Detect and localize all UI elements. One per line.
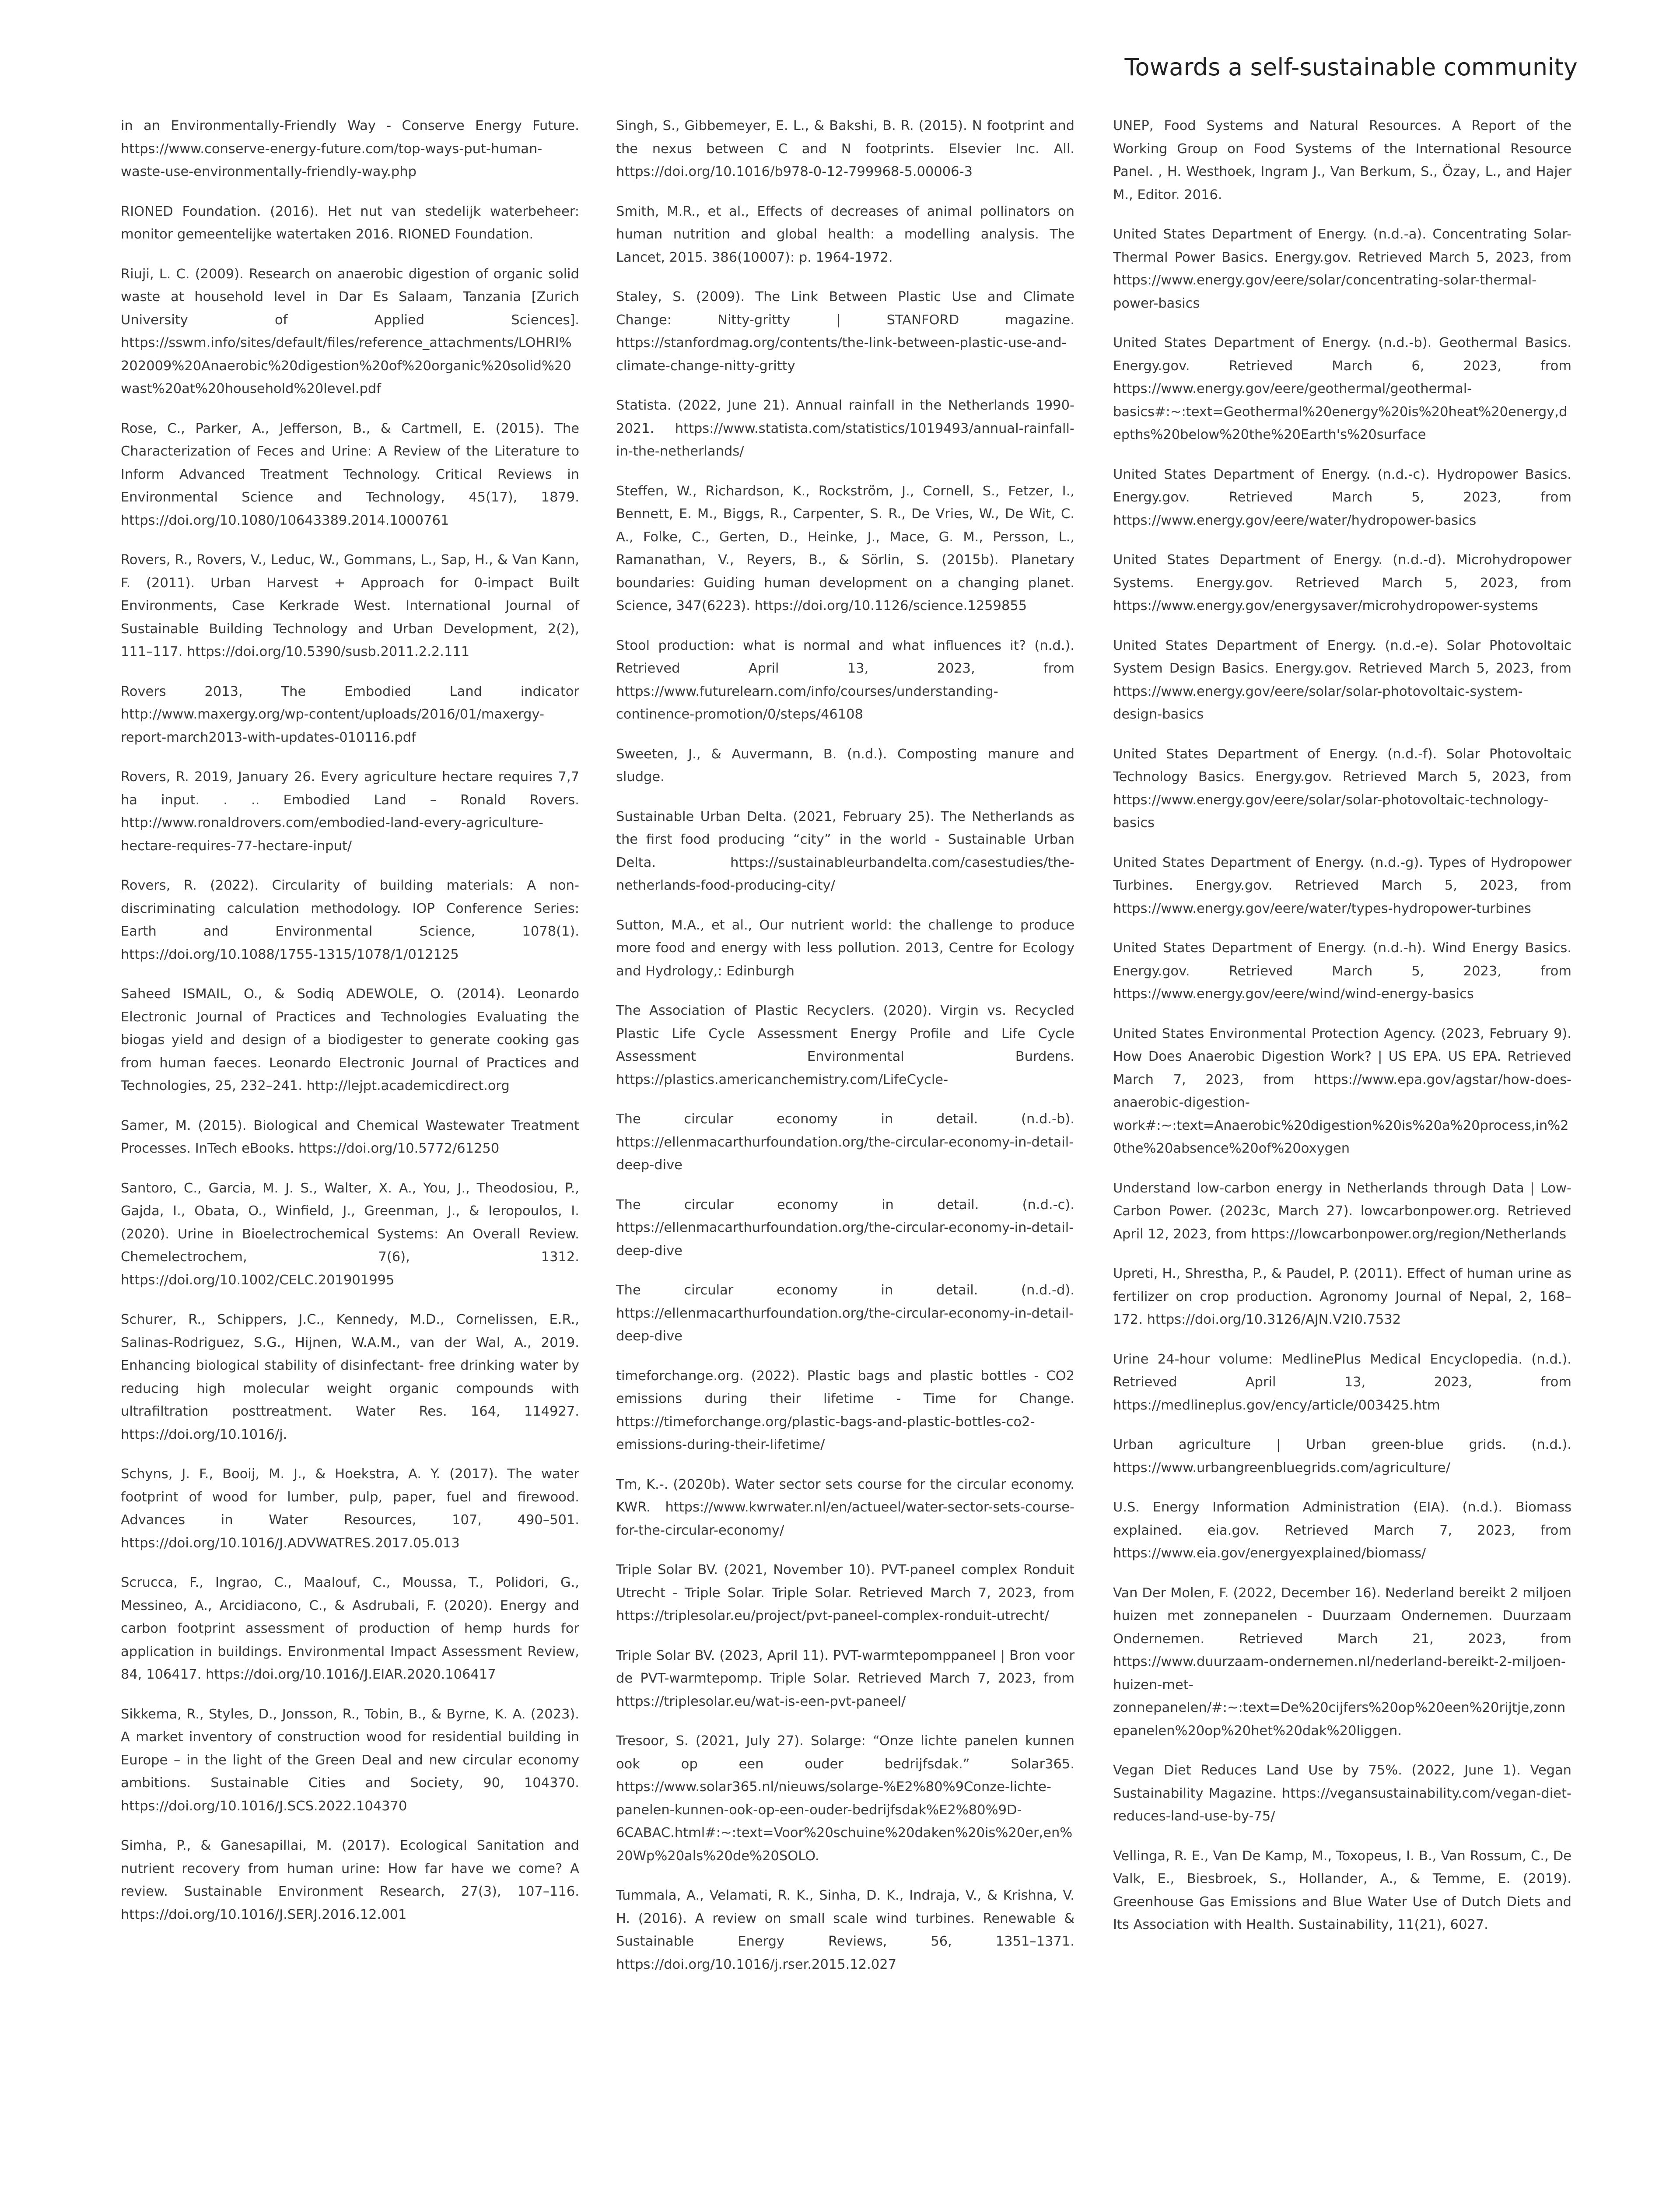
reference-entry: Schyns, J. F., Booij, M. J., & Hoekstra, A. Y. (2017). The water footprint of wood for lumber, pulp, paper, fuel and firewood. Advances in Water Resources, 107, 490–501. https://doi.org/10.1016/J.ADVWATRES.2017.05.013 [121, 1466, 579, 1551]
reference-entry: Upreti, H., Shrestha, P., & Paudel, P. (2011). Effect of human urine as fertilizer on crop production. Agronomy Journal of Nepal, 2, 168–172. https://doi.org/10.3126/AJN.V2I0.7532 [1113, 1266, 1572, 1327]
reference-entry: Saheed ISMAIL, O., & Sodiq ADEWOLE, O. (2014). Leonardo Electronic Journal of Practices and Technologies Evaluating the biogas yield and design of a biodigester to generate cooking gas from human faeces. Leonardo Electronic Journal of Practices and Technologies, 25, 232–241. http://lejpt.academicdirect.org [121, 986, 579, 1094]
reference-entry: Rovers, R. (2022). Circularity of building materials: A non-discriminating calculation methodology. IOP Conference Series: Earth and Environmental Science, 1078(1). https://doi.org/10.1088/1755-1315/1078/1/012125 [121, 878, 579, 962]
reference-entry: Sutton, M.A., et al., Our nutrient world: the challenge to produce more food and energy with less pollution. 2013, Centre for Ecology and Hydrology,: Edinburgh [616, 917, 1074, 979]
reference-entry: The circular economy in detail. (n.d.-c). https://ellenmacarthurfoundation.org/the-circular-economy-in-detail-deep-dive [616, 1197, 1074, 1259]
reference-entry: UNEP, Food Systems and Natural Resources. A Report of the Working Group on Food Systems of the International Resource Panel. , H. Westhoek, Ingram J., Van Berkum, S., Özay, L., and Hajer M., Editor. 2016. [1113, 118, 1572, 203]
reference-entry: The Association of Plastic Recyclers. (2020). Virgin vs. Recycled Plastic Life Cycle Assessment Energy Profile and Life Cycle Assessment Environmental Burdens. https://plastics.americanchemistry.com/LifeCycle- [616, 1003, 1074, 1087]
reference-entry: Steffen, W., Richardson, K., Rockström, J., Cornell, S., Fetzer, I., Bennett, E. M., Biggs, R., Carpenter, S. R., De Vries, W., De Wit, C. A., Folke, C., Gerten, D., Heinke, J., Mace, G. M., Persson, L., Ramanathan, V., Reyers, B., & Sörlin, S. (2015b). Planetary boundaries: Guiding human development on a changing planet. Science, 347(6223). https://doi.org/10.1126/science.1259855 [616, 483, 1074, 614]
reference-entry: Rose, C., Parker, A., Jefferson, B., & Cartmell, E. (2015). The Characterization of Feces and Urine: A Review of the Literature to Inform Advanced Treatment Technology. Critical Reviews in Environmental Science and Technology, 45(17), 1879. https://doi.org/10.1080/10643389.2014.1000761 [121, 421, 579, 528]
reference-entry: Rovers 2013, The Embodied Land indicator http://www.maxergy.org/wp-content/uploads/2016/01/maxergy-report-march2013-with-updates-010116.pdf [121, 684, 579, 745]
reference-entry: United States Department of Energy. (n.d.-e). Solar Photovoltaic System Design Basics. Energy.gov. Retrieved March 5, 2023, from https://www.energy.gov/eere/solar/solar-photovoltaic-system-design-basics [1113, 638, 1572, 722]
reference-entry: United States Department of Energy. (n.d.-d). Microhydropower Systems. Energy.gov. Retrieved March 5, 2023, from https://www.energy.gov/energysaver/microhydropower-systems [1113, 552, 1572, 614]
reference-entry: Sikkema, R., Styles, D., Jonsson, R., Tobin, B., & Byrne, K. A. (2023). A market inventory of construction wood for residential building in Europe – in the light of the Green Deal and new circular economy ambitions. Sustainable Cities and Society, 90, 104370. https://doi.org/10.1016/J.SCS.2022.104370 [121, 1706, 579, 1814]
reference-entry: RIONED Foundation. (2016). Het nut van stedelijk waterbeheer: monitor gemeentelijke watertaken 2016. RIONED Foundation. [121, 203, 579, 242]
reference-entry: Santoro, C., Garcia, M. J. S., Walter, X. A., You, J., Theodosiou, P., Gajda, I., Obata, O., Winfield, J., Greenman, J., & Ieropoulos, I. (2020). Urine in Bioelectrochemical Systems: An Overall Review. Chemelectrochem, 7(6), 1312. https://doi.org/10.1002/CELC.201901995 [121, 1180, 579, 1288]
reference-column-3 [1113, 115, 1572, 1953]
reference-entry: Vellinga, R. E., Van De Kamp, M., Toxopeus, I. B., Van Rossum, C., De Valk, E., Biesbroek, S., Hollander, A., & Temme, E. (2019). Greenhouse Gas Emissions and Blue Water Use of Dutch Diets and Its Association with Health. Sustainability, 11(21), 6027. [1113, 1848, 1572, 1932]
reference-entry: United States Department of Energy. (n.d.-c). Hydropower Basics. Energy.gov. Retrieved March 5, 2023, from https://www.energy.gov/eere/water/hydropower-basics [1113, 466, 1572, 528]
reference-entry: United States Department of Energy. (n.d.-a). Concentrating Solar-Thermal Power Basics. Energy.gov. Retrieved March 5, 2023, from https://www.energy.gov/eere/solar/concentrating-solar-thermal-power-basics [1113, 227, 1572, 311]
reference-entry: United States Department of Energy. (n.d.-b). Geothermal Basics. Energy.gov. Retrieved March 6, 2023, from https://www.energy.gov/eere/geothermal/geothermal-basics#:~:text=Geothermal%20energy%20is%20heat%20energy,depths%20below%20the%20Earth's%20surface [1113, 335, 1572, 442]
reference-entry: Stool production: what is normal and what influences it? (n.d.). Retrieved April 13, 2023, from https://www.futurelearn.com/info/courses/understanding-continence-promotion/0/steps/46108 [616, 638, 1074, 722]
reference-entry: Samer, M. (2015). Biological and Chemical Wastewater Treatment Processes. InTech eBooks. https://doi.org/10.5772/61250 [121, 1118, 579, 1156]
reference-entry: Singh, S., Gibbemeyer, E. L., & Bakshi, B. R. (2015). N footprint and the nexus between C and N footprints. Elsevier Inc. All. https://doi.org/10.1016/b978-0-12-799968-5.00006-3 [616, 118, 1074, 179]
reference-column-1 [121, 115, 579, 1943]
reference-entry: United States Environmental Protection Agency. (2023, February 9). How Does Anaerobic Digestion Work? | US EPA. US EPA. Retrieved March 7, 2023, from https://www.epa.gov/agstar/how-does-anaerobic-digestion-work#:~:text=Anaerobic%20digestion%20is%20a%20process,in%20the%20absence%20of%20oxygen [1113, 1026, 1572, 1156]
reference-entry: Riuji, L. C. (2009). Research on anaerobic digestion of organic solid waste at household level in Dar Es Salaam, Tanzania [Zurich University of Applied Sciences]. https://sswm.info/sites/default/files/reference_attachments/LOHRI%202009%20Anaerobic%20digestion%20of%20organic%20solid%20wast%20at%20household%20level.pdf [121, 266, 579, 396]
reference-entry: Schurer, R., Schippers, J.C., Kennedy, M.D., Cornelissen, E.R., Salinas-Rodriguez, S.G., Hijnen, W.A.M., van der Wal, A., 2019. Enhancing biological stability of disinfectant- free drinking water by reducing high molecular weight organic compounds with ultrafiltration posttreatment. Water Res. 164, 114927. https://doi.org/10.1016/j. [121, 1312, 579, 1442]
reference-entry: Sustainable Urban Delta. (2021, February 25). The Netherlands as the first food producing “city” in the world - Sustainable Urban Delta. https://sustainableurbandelta.com/casestudies/the-netherlands-food-producing-city/ [616, 809, 1074, 893]
running-header: Towards a self-sustainable community [1124, 53, 1578, 81]
reference-entry: Vegan Diet Reduces Land Use by 75%. (2022, June 1). Vegan Sustainability Magazine. https://vegansustainability.com/vegan-diet-reduces-land-use-by-75/ [1113, 1763, 1572, 1824]
reference-entry: The circular economy in detail. (n.d.-d). https://ellenmacarthurfoundation.org/the-circular-economy-in-detail-deep-dive [616, 1283, 1074, 1344]
reference-entry: Urine 24-hour volume: MedlinePlus Medical Encyclopedia. (n.d.). Retrieved April 13, 2023, from https://medlineplus.gov/ency/article/003425.htm [1113, 1351, 1572, 1413]
reference-entry: Van Der Molen, F. (2022, December 16). Nederland bereikt 2 miljoen huizen met zonnepanelen - Duurzaam Ondernemen. Duurzaam Ondernemen. Retrieved March 21, 2023, from https://www.duurzaam-ondernemen.nl/nederland-bereikt-2-miljoen-huizen-met-zonnepanelen/#:~:text=De%20cijfers%20op%20een%20rijtje,zonnepanelen%20op%20het%20dak%20liggen. [1113, 1585, 1572, 1739]
reference-entry: Triple Solar BV. (2021, November 10). PVT-paneel complex Ronduit Utrecht - Triple Solar. Triple Solar. Retrieved March 7, 2023, from https://triplesolar.eu/project/pvt-paneel-complex-ronduit-utrecht/ [616, 1562, 1074, 1623]
reference-entry: U.S. Energy Information Administration (EIA). (n.d.). Biomass explained. eia.gov. Retrieved March 7, 2023, from https://www.eia.gov/energyexplained/biomass/ [1113, 1500, 1572, 1561]
reference-entry: in an Environmentally-Friendly Way - Conserve Energy Future. https://www.conserve-energy-future.com/top-ways-put-human-waste-use-environmentally-friendly-way.php [121, 118, 579, 179]
reference-entry: United States Department of Energy. (n.d.-h). Wind Energy Basics. Energy.gov. Retrieved March 5, 2023, from https://www.energy.gov/eere/wind/wind-energy-basics [1113, 940, 1572, 1002]
reference-entry: Tm, K.-. (2020b). Water sector sets course for the circular economy. KWR. https://www.kwrwater.nl/en/actueel/water-sector-sets-course-for-the-circular-economy/ [616, 1476, 1074, 1538]
reference-entry: timeforchange.org. (2022). Plastic bags and plastic bottles - CO2 emissions during their lifetime - Time for Change. https://timeforchange.org/plastic-bags-and-plastic-bottles-co2-emissions-during-their-lifetime/ [616, 1368, 1074, 1452]
reference-entry: Urban agriculture | Urban green-blue grids. (n.d.). https://www.urbangreenbluegrids.com/agriculture/ [1113, 1437, 1572, 1476]
reference-entry: United States Department of Energy. (n.d.-g). Types of Hydropower Turbines. Energy.gov. Retrieved March 5, 2023, from https://www.energy.gov/eere/water/types-hydropower-turbines [1113, 855, 1572, 916]
reference-entry: Sweeten, J., & Auvermann, B. (n.d.). Composting manure and sludge. [616, 746, 1074, 785]
reference-entry: Staley, S. (2009). The Link Between Plastic Use and Climate Change: Nitty-gritty | STANFORD magazine. https://stanfordmag.org/contents/the-link-between-plastic-use-and-climate-change-nitty-gritty [616, 289, 1074, 374]
reference-entry: Rovers, R., Rovers, V., Leduc, W., Gommans, L., Sap, H., & Van Kann, F. (2011). Urban Harvest + Approach for 0-impact Built Environments, Case Kerkrade West. International Journal of Sustainable Building Technology and Urban Development, 2(2), 111–117. https://doi.org/10.5390/susb.2011.2.2.111 [121, 552, 579, 659]
reference-entry: Statista. (2022, June 21). Annual rainfall in the Netherlands 1990-2021. https://www.statista.com/statistics/1019493/annual-rainfall-in-the-netherlands/ [616, 398, 1074, 459]
reference-entry: Smith, M.R., et al., Effects of decreases of animal pollinators on human nutrition and global health: a modelling analysis. The Lancet, 2015. 386(10007): p. 1964-1972. [616, 203, 1074, 265]
reference-entry: United States Department of Energy. (n.d.-f). Solar Photovoltaic Technology Basics. Energy.gov. Retrieved March 5, 2023, from https://www.energy.gov/eere/solar/solar-photovoltaic-technology-basics [1113, 746, 1572, 831]
reference-entry: Tummala, A., Velamati, R. K., Sinha, D. K., Indraja, V., & Krishna, V. H. (2016). A review on small scale wind turbines. Renewable & Sustainable Energy Reviews, 56, 1351–1371. https://doi.org/10.1016/j.rser.2015.12.027 [616, 1888, 1074, 1972]
reference-entry: Scrucca, F., Ingrao, C., Maalouf, C., Moussa, T., Polidori, G., Messineo, A., Arcidiacono, C., & Asdrubali, F. (2020). Energy and carbon footprint assessment of production of hemp hurds for application in buildings. Environmental Impact Assessment Review, 84, 106417. https://doi.org/10.1016/J.EIAR.2020.106417 [121, 1575, 579, 1682]
reference-entry: Tresoor, S. (2021, July 27). Solarge: “Onze lichte panelen kunnen ook op een ouder bedrijfsdak.” Solar365. https://www.solar365.nl/nieuws/solarge-%E2%80%9Conze-lichte-panelen-kunnen-ook-op-een-ouder-bedrijfsdak%E2%80%9D-6CABAC.html#:~:text=Voor%20schuine%20daken%20is%20er,en%20Wp%20als%20de%20SOLO. [616, 1733, 1074, 1864]
reference-column-2 [616, 115, 1074, 1993]
reference-entry: The circular economy in detail. (n.d.-b). https://ellenmacarthurfoundation.org/the-circular-economy-in-detail-deep-dive [616, 1112, 1074, 1173]
reference-entry: Understand low-carbon energy in Netherlands through Data | Low-Carbon Power. (2023c, March 27). lowcarbonpower.org. Retrieved April 12, 2023, from https://lowcarbonpower.org/region/Netherlands [1113, 1180, 1572, 1242]
reference-entry: Simha, P., & Ganesapillai, M. (2017). Ecological Sanitation and nutrient recovery from human urine: How far have we come? A review. Sustainable Environment Research, 27(3), 107–116. https://doi.org/10.1016/J.SERJ.2016.12.001 [121, 1838, 579, 1922]
reference-entry: Triple Solar BV. (2023, April 11). PVT-warmtepomppaneel | Bron voor de PVT-warmtepomp. Triple Solar. Retrieved March 7, 2023, from https://triplesolar.eu/wat-is-een-pvt-paneel/ [616, 1648, 1074, 1709]
reference-entry: Rovers, R. 2019, January 26. Every agriculture hectare requires 7,7 ha input. . .. Embodied Land – Ronald Rovers. http://www.ronaldrovers.com/embodied-land-every-agriculture-hectare-requires-77-hectare-input/ [121, 769, 579, 854]
